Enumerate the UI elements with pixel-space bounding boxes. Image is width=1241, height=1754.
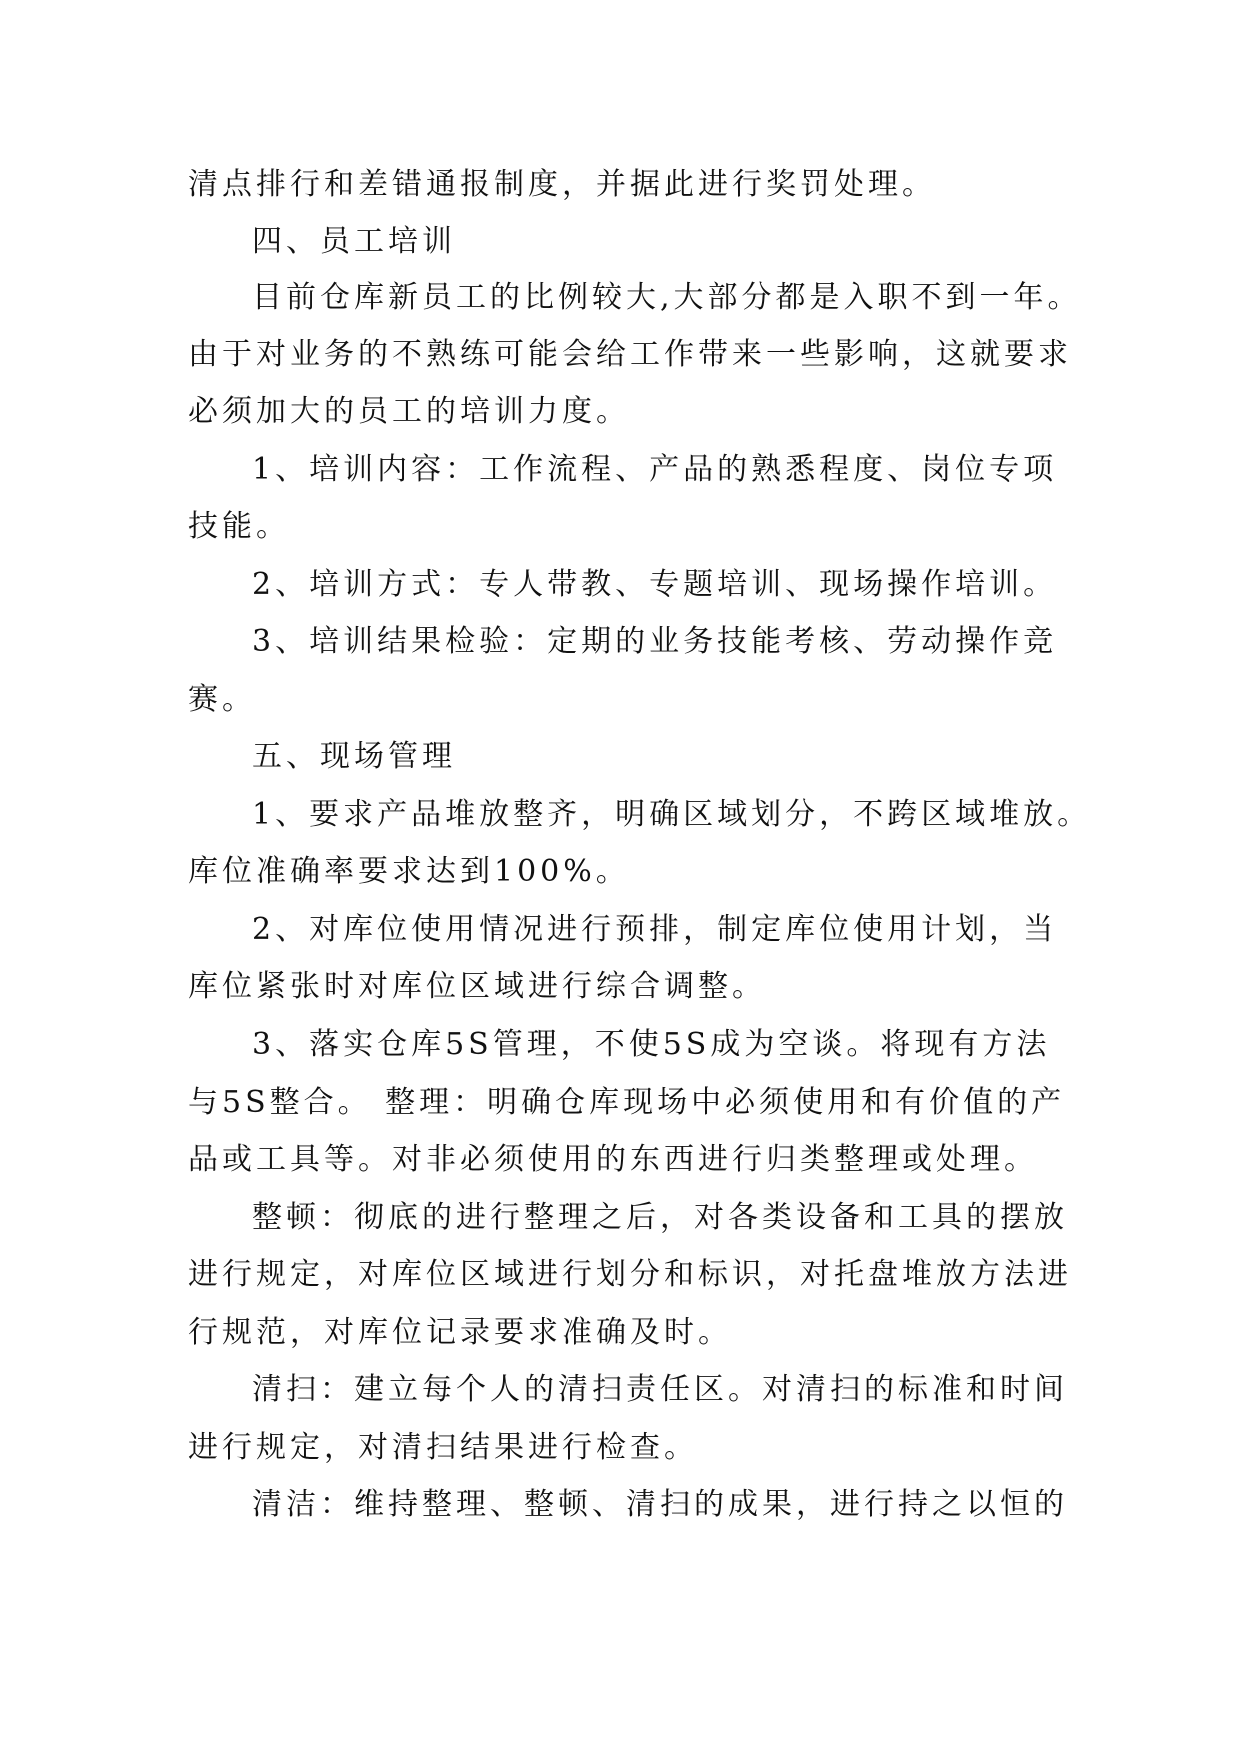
text-line: 库位紧张时对库位区域进行综合调整。: [188, 969, 766, 1004]
text-line: 由于对业务的不熟练可能会给工作带来一些影响，这就要求: [188, 337, 1072, 372]
section-heading: 四、员工培训: [252, 224, 456, 259]
text-line: 技能。: [188, 509, 290, 544]
text-line: 1、培训内容：工作流程、产品的熟悉程度、岗位专项: [252, 452, 1058, 487]
section-heading: 五、现场管理: [252, 739, 456, 774]
text-line: 1、要求产品堆放整齐，明确区域划分，不跨区域堆放。: [252, 797, 1092, 832]
text-line: 2、培训方式：专人带教、专题培训、现场操作培训。: [252, 567, 1058, 602]
text-line: 品或工具等。对非必须使用的东西进行归类整理或处理。: [188, 1142, 1038, 1177]
text-line: 进行规定，对清扫结果进行检查。: [188, 1430, 698, 1465]
text-line: 库位准确率要求达到100%。: [188, 854, 630, 889]
text-line: 3、培训结果检验：定期的业务技能考核、劳动操作竞: [252, 624, 1058, 659]
text-line: 整顿：彻底的进行整理之后，对各类设备和工具的摆放: [252, 1200, 1068, 1235]
text-line: 清扫：建立每个人的清扫责任区。对清扫的标准和时间: [252, 1372, 1068, 1407]
text-line: 3、落实仓库5S管理，不使5S成为空谈。将现有方法: [252, 1027, 1051, 1062]
text-line: 2、对库位使用情况进行预排，制定库位使用计划，当: [252, 912, 1058, 947]
text-line: 行规范，对库位记录要求准确及时。: [188, 1315, 732, 1350]
text-line: 与5S整合。 整理：明确仓库现场中必须使用和有价值的产: [188, 1085, 1066, 1120]
text-line: 必须加大的员工的培训力度。: [188, 394, 630, 429]
text-line: 赛。: [188, 682, 256, 717]
text-line: 清洁：维持整理、整顿、清扫的成果，进行持之以恒的: [252, 1487, 1068, 1522]
text-line: 进行规定，对库位区域进行划分和标识，对托盘堆放方法进: [188, 1257, 1072, 1292]
text-line: 清点排行和差错通报制度，并据此进行奖罚处理。: [188, 167, 936, 202]
text-line: 目前仓库新员工的比例较大,大部分都是入职不到一年。: [252, 280, 1082, 315]
